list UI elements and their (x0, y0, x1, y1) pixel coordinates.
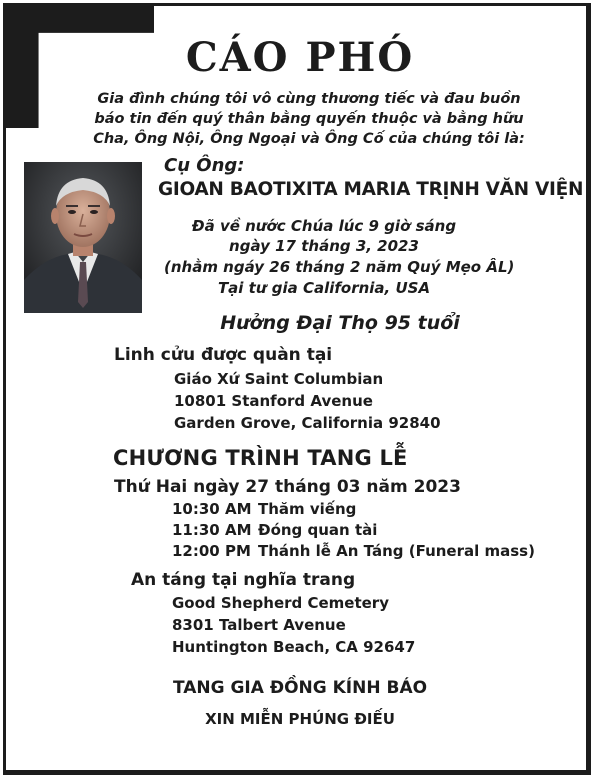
deceased-name: GIOAN BAOTIXITA MARIA TRỊNH VĂN VIỆN (158, 179, 584, 200)
death-line: (nhằm ngáy 26 tháng 2 năm Quý Mẹo ÂL) (164, 258, 515, 276)
portrait-photo (24, 162, 142, 313)
burial-line: 8301 Talbert Avenue (172, 616, 346, 634)
burial-heading: An táng tại nghĩa trang (131, 570, 356, 590)
viewing-line: 10801 Stanford Avenue (174, 392, 373, 410)
event-label: Thăm viếng (258, 500, 357, 518)
program-title: CHƯƠNG TRÌNH TANG LỄ (113, 446, 408, 470)
viewing-heading: Linh cửu được quàn tại (114, 345, 333, 365)
honorific: Cụ Ông: (164, 155, 245, 176)
intro-line: Cha, Ông Nội, Ông Ngoại và Ông Cố của chúng tôi là: (93, 131, 525, 147)
event-time: 12:00 PM (172, 542, 251, 560)
portrait-image (24, 162, 142, 313)
intro-line: Gia đình chúng tôi vô cùng thương tiếc và đau buồn (97, 91, 521, 107)
event-time: 11:30 AM (172, 521, 252, 539)
viewing-line: Garden Grove, California 92840 (174, 414, 441, 432)
program-date: Thứ Hai ngày 27 tháng 03 năm 2023 (114, 477, 461, 497)
event-label: Đóng quan tài (258, 521, 378, 539)
page-title: CÁO PHÓ (185, 34, 415, 81)
intro-line: báo tin đến quý thân bằng quyến thuộc và bằng hữu (94, 111, 524, 127)
event-time: 10:30 AM (172, 500, 252, 518)
death-line: Đã về nước Chúa lúc 9 giờ sáng (191, 217, 457, 235)
burial-line: Good Shepherd Cemetery (172, 594, 389, 612)
no-gifts-notice: XIN MIỄN PHÚNG ĐIẾU (205, 710, 395, 728)
viewing-line: Giáo Xứ Saint Columbian (174, 370, 384, 388)
burial-line: Huntington Beach, CA 92647 (172, 638, 416, 656)
age-line: Hưởng Đại Thọ 95 tuổi (220, 312, 460, 334)
death-line: ngày 17 tháng 3, 2023 (229, 237, 419, 255)
family-announcement: TANG GIA ĐỒNG KÍNH BÁO (172, 678, 428, 698)
death-line: Tại tư gia California, USA (217, 279, 431, 297)
event-label: Thánh lễ An Táng (Funeral mass) (258, 542, 535, 560)
